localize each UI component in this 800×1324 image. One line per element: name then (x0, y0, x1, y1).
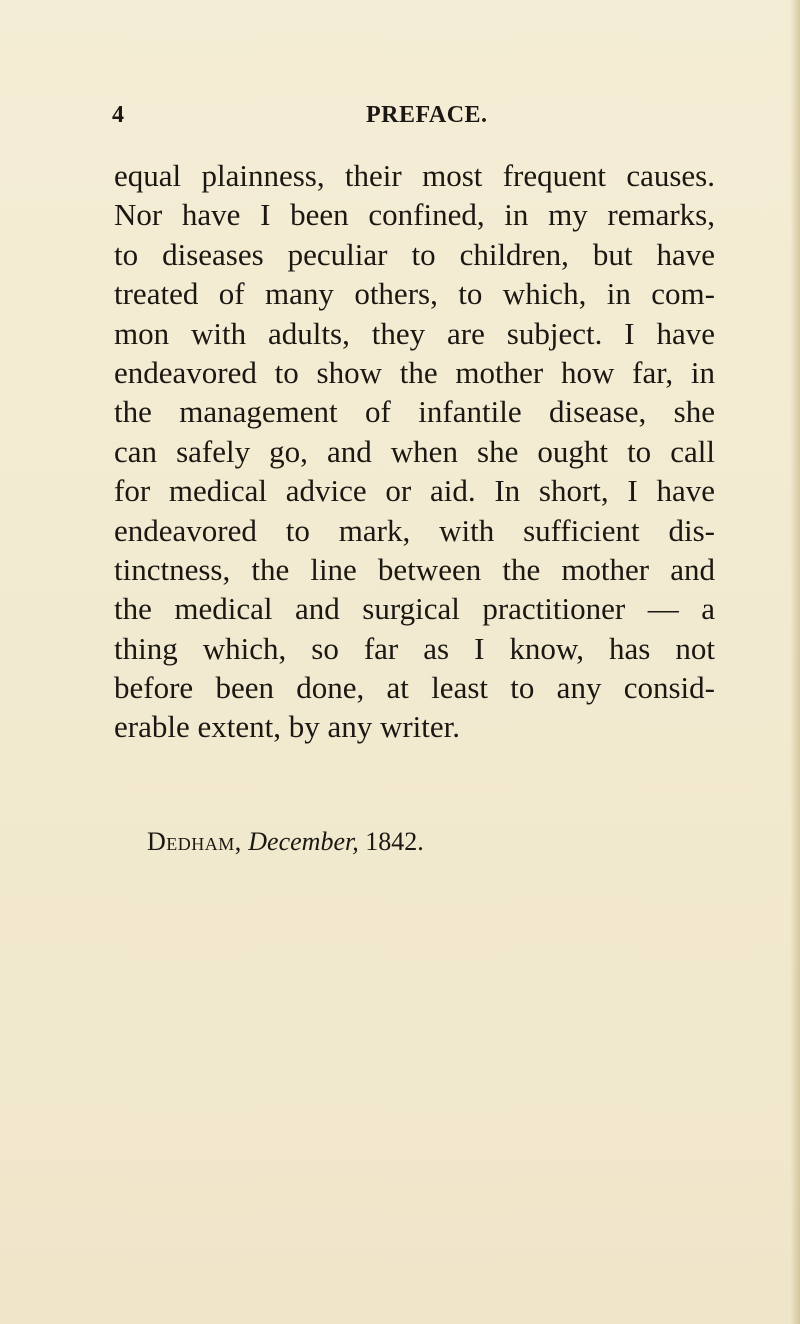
text-line: can safely go, and when she ought to call (114, 433, 715, 469)
text-line: equal plainness, their most frequent causes. (114, 158, 715, 193)
signature-year: 1842. (365, 827, 424, 856)
text-line: the management of infantile disease, she (114, 394, 715, 430)
running-head (112, 102, 672, 132)
text-line: thing which, so far as I know, has not (114, 630, 715, 666)
page-edge-shadow (790, 0, 800, 1324)
text-line: to diseases peculiar to children, but have (114, 236, 715, 272)
preface-signature (147, 827, 424, 857)
text-line: endeavored to mark, with sufficient dis- (114, 512, 715, 548)
body-paragraph (114, 156, 715, 747)
text-line: the medical and surgical practitioner — a (114, 591, 715, 627)
text-line: tinctness, the line between the mother and (114, 551, 715, 587)
text-line: endeavored to show the mother how far, in (114, 354, 715, 390)
running-head-title: PREFACE. (366, 102, 488, 128)
text-line: erable extent, by any writer. (114, 709, 461, 745)
text-line: treated of many others, to which, in com- (114, 276, 715, 312)
text-line: before been done, at least to any consid- (114, 670, 715, 706)
signature-month: December, (248, 827, 359, 856)
text-line: for medical advice or aid. In short, I have (114, 473, 715, 509)
page-number: 4 (112, 102, 124, 128)
signature-place: Dedham, (147, 827, 242, 856)
text-line: Nor have I been confined, in my remarks, (114, 197, 715, 233)
text-line: mon with adults, they are subject. I have (114, 315, 715, 351)
